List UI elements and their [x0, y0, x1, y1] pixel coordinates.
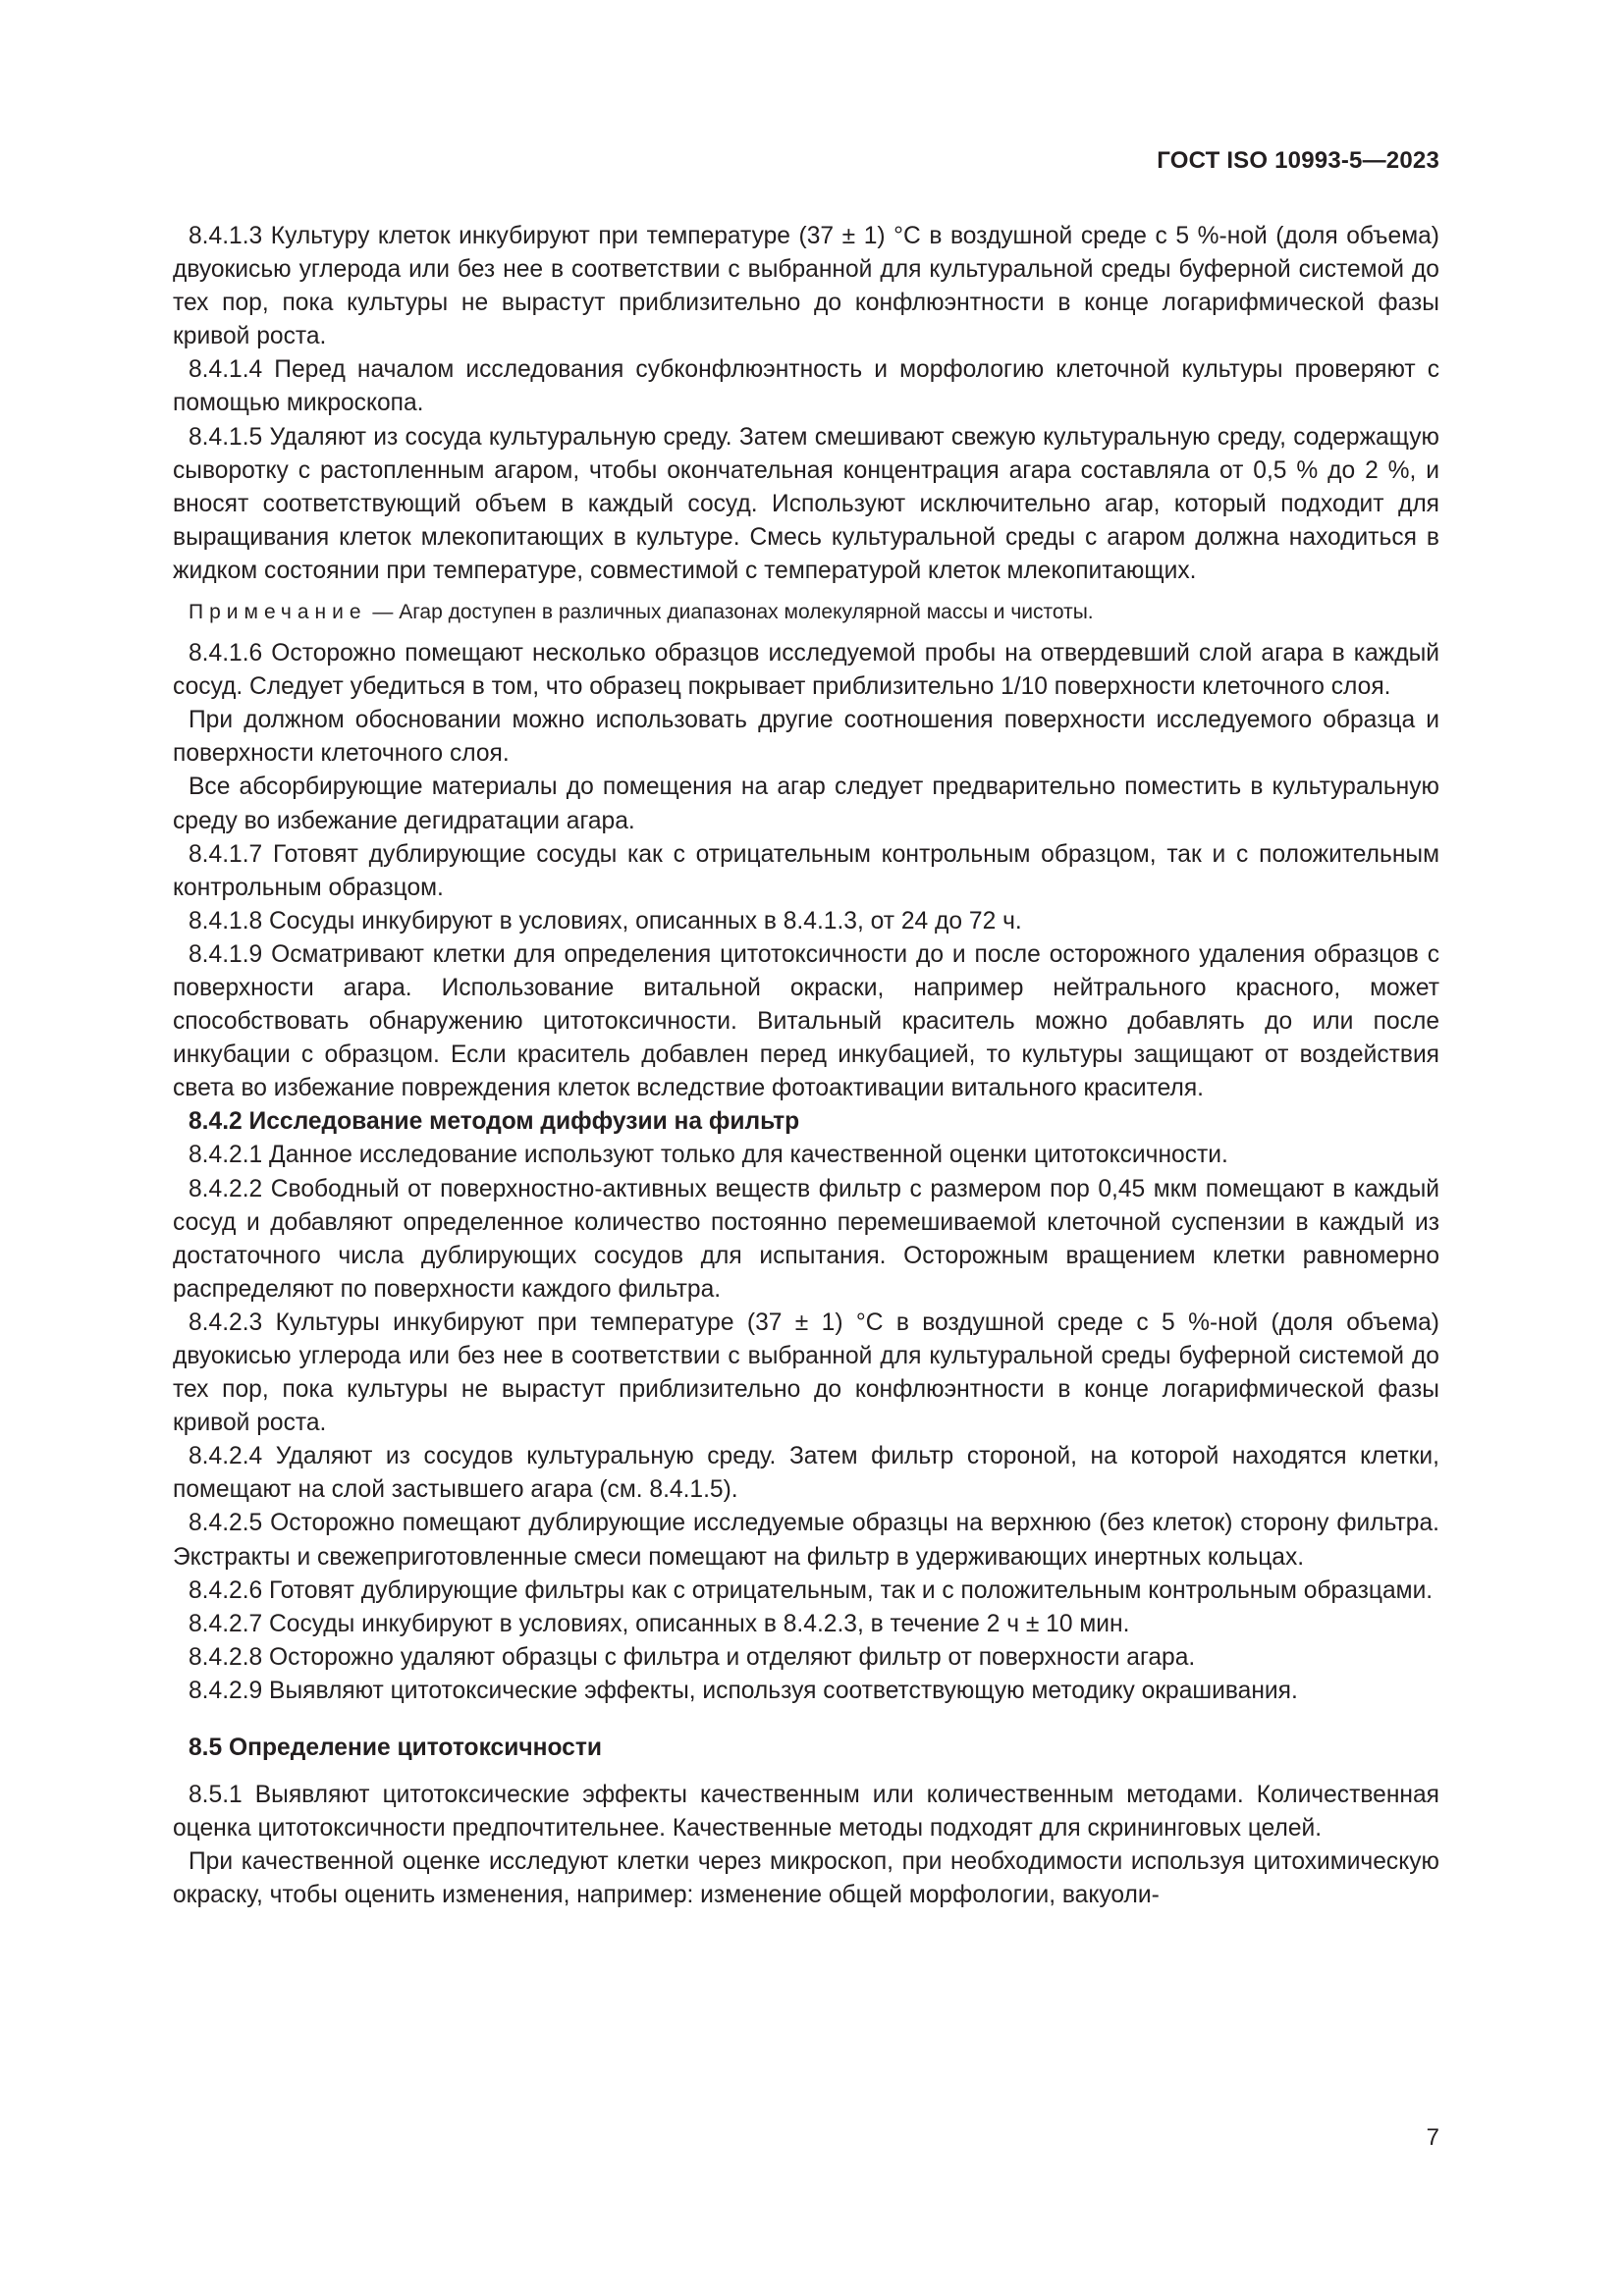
- document-body: [173, 220, 1439, 1913]
- note: [173, 598, 1439, 627]
- paragraph-8-4-1-6: 8.4.1.6 Осторожно помещают несколько образцов исследуемой пробы на отвердевший слой агара в каждый сосуд. Следует убедиться в том, что образец покрывает приблизительно 1/10 поверхности клеточного слоя.: [173, 640, 1439, 701]
- heading-8-5: 8.5 Определение цитотоксичности: [189, 1735, 603, 1762]
- paragraph-8-4-1-6-c: Все абсорбирующие материалы до помещения на агар следует предварительно поместить в культуральную среду во избежание дегидратации агара.: [173, 774, 1439, 834]
- paragraph-8-4-2-1: 8.4.2.1 Данное исследование используют только для качественной оценки цитотоксичности.: [189, 1142, 1228, 1169]
- paragraph-8-4-1-5: 8.4.1.5 Удаляют из сосуда культуральную среду. Затем смешивают свежую культуральную среду, содержащую сыворотку с растопленным агаром, чтобы окончательная концентрация агара составляла от 0,5 % до 2 %, и вносят соответствующий объем в каждый сосуд. Используют исключительно агар, который подходит для выращивания клеток млекопитающих в культуре. Смесь культуральной среды с агаром должна находиться в жидком состоянии при температуре, совместимой с температурой клеток млекопитающих.: [173, 423, 1439, 584]
- paragraph-8-4-2-5: 8.4.2.5 Осторожно помещают дублирующие исследуемые образцы на верхнюю (без клеток) сторону фильтра. Экстракты и свежеприготовленные смеси помещают на фильтр в удерживающих инертных кольцах.: [173, 1510, 1439, 1571]
- paragraph-8-5-1: 8.5.1 Выявляют цитотоксические эффекты качественным или количественным методами. Количественная оценка цитотоксичности предпочтительнее. Качественные методы подходят для скрининговых целей.: [173, 1782, 1439, 1842]
- paragraph-8-4-2-3: 8.4.2.3 Культуры инкубируют при температуре (37 ± 1) °С в воздушной среде с 5 %-ной (доля объема) двуокисью углерода или без нее в соответствии с выбранной для культуральной среды буферной системой до тех пор, пока культуры не вырастут приблизительно до конфлюэнтности в конце логарифмической фазы кривой роста.: [173, 1308, 1439, 1437]
- paragraph-8-4-1-7: 8.4.1.7 Готовят дублирующие сосуды как с отрицательным контрольным образцом, так и с положительным контрольным образцом.: [173, 840, 1439, 901]
- heading-8-4-2: 8.4.2 Исследование методом диффузии на фильтр: [189, 1108, 800, 1136]
- paragraph-8-4-2-9: 8.4.2.9 Выявляют цитотоксические эффекты, используя соответствующую методику окрашивания.: [189, 1677, 1298, 1704]
- paragraph-8-4-2-2: 8.4.2.2 Свободный от поверхностно-активных веществ фильтр с размером пор 0,45 мкм помещают в каждый сосуд и добавляют определенное количество постоянно перемешиваемой клеточной суспензии в каждый из достаточного числа дублирующих сосудов для испытания. Осторожным вращением клетки равномерно распределяют по поверхности каждого фильтра.: [173, 1175, 1439, 1303]
- paragraph-8-4-2-8: 8.4.2.8 Осторожно удаляют образцы с фильтра и отделяют фильтр от поверхности агара.: [189, 1643, 1196, 1671]
- page-number: 7: [1426, 2124, 1439, 2151]
- standard-header: ГОСТ ISO 10993-5—2023: [1157, 147, 1439, 174]
- paragraph-8-4-1-9: 8.4.1.9 Осматривают клетки для определения цитотоксичности до и после осторожного удаления образцов с поверхности агара. Использование витальной окраски, например нейтрального красного, может способствовать обнаружению цитотоксичности. Витальный краситель можно добавлять до или после инкубации с образцом. Если краситель добавлен перед инкубацией, то культуры защищают от воздействия света во избежание повреждения клеток вследствие фотоактивации витального красителя.: [173, 940, 1439, 1102]
- note-label: Примечание: [189, 601, 367, 624]
- paragraph-8-4-2-7: 8.4.2.7 Сосуды инкубируют в условиях, описанных в 8.4.2.3, в течение 2 ч ± 10 мин.: [189, 1610, 1130, 1637]
- paragraph-8-4-1-6-b: При должном обосновании можно использовать другие соотношения поверхности исследуемого образца и поверхности клеточного слоя.: [173, 707, 1439, 768]
- paragraph-8-5-1-b: При качественной оценке исследуют клетки через микроскоп, при необходимости используя цитохимическую окраску, чтобы оценить изменения, например: изменение общей морфологии, вакуоли-: [173, 1848, 1439, 1909]
- note-text: — Агар доступен в различных диапазонах молекулярной массы и чистоты.: [366, 601, 1094, 624]
- paragraph-8-4-2-4: 8.4.2.4 Удаляют из сосудов культуральную среду. Затем фильтр стороной, на которой находятся клетки, помещают на слой застывшего агара (см. 8.4.1.5).: [173, 1443, 1439, 1504]
- paragraph-8-4-2-6: 8.4.2.6 Готовят дублирующие фильтры как с отрицательным, так и с положительным контрольным образцами.: [189, 1576, 1434, 1604]
- paragraph-8-4-1-4: 8.4.1.4 Перед началом исследования субконфлюэнтность и морфологию клеточной культуры проверяют с помощью микроскопа.: [173, 356, 1439, 417]
- paragraph-8-4-1-3: 8.4.1.3 Культуру клеток инкубируют при температуре (37 ± 1) °С в воздушной среде с 5 %-ной (доля объема) двуокисью углерода или без нее в соответствии с выбранной для культуральной среды буферной системой до тех пор, пока культуры не вырастут приблизительно до конфлюэнтности в конце логарифмической фазы кривой роста.: [173, 223, 1439, 350]
- paragraph-8-4-1-8: 8.4.1.8 Сосуды инкубируют в условиях, описанных в 8.4.1.3, от 24 до 72 ч.: [189, 907, 1022, 934]
